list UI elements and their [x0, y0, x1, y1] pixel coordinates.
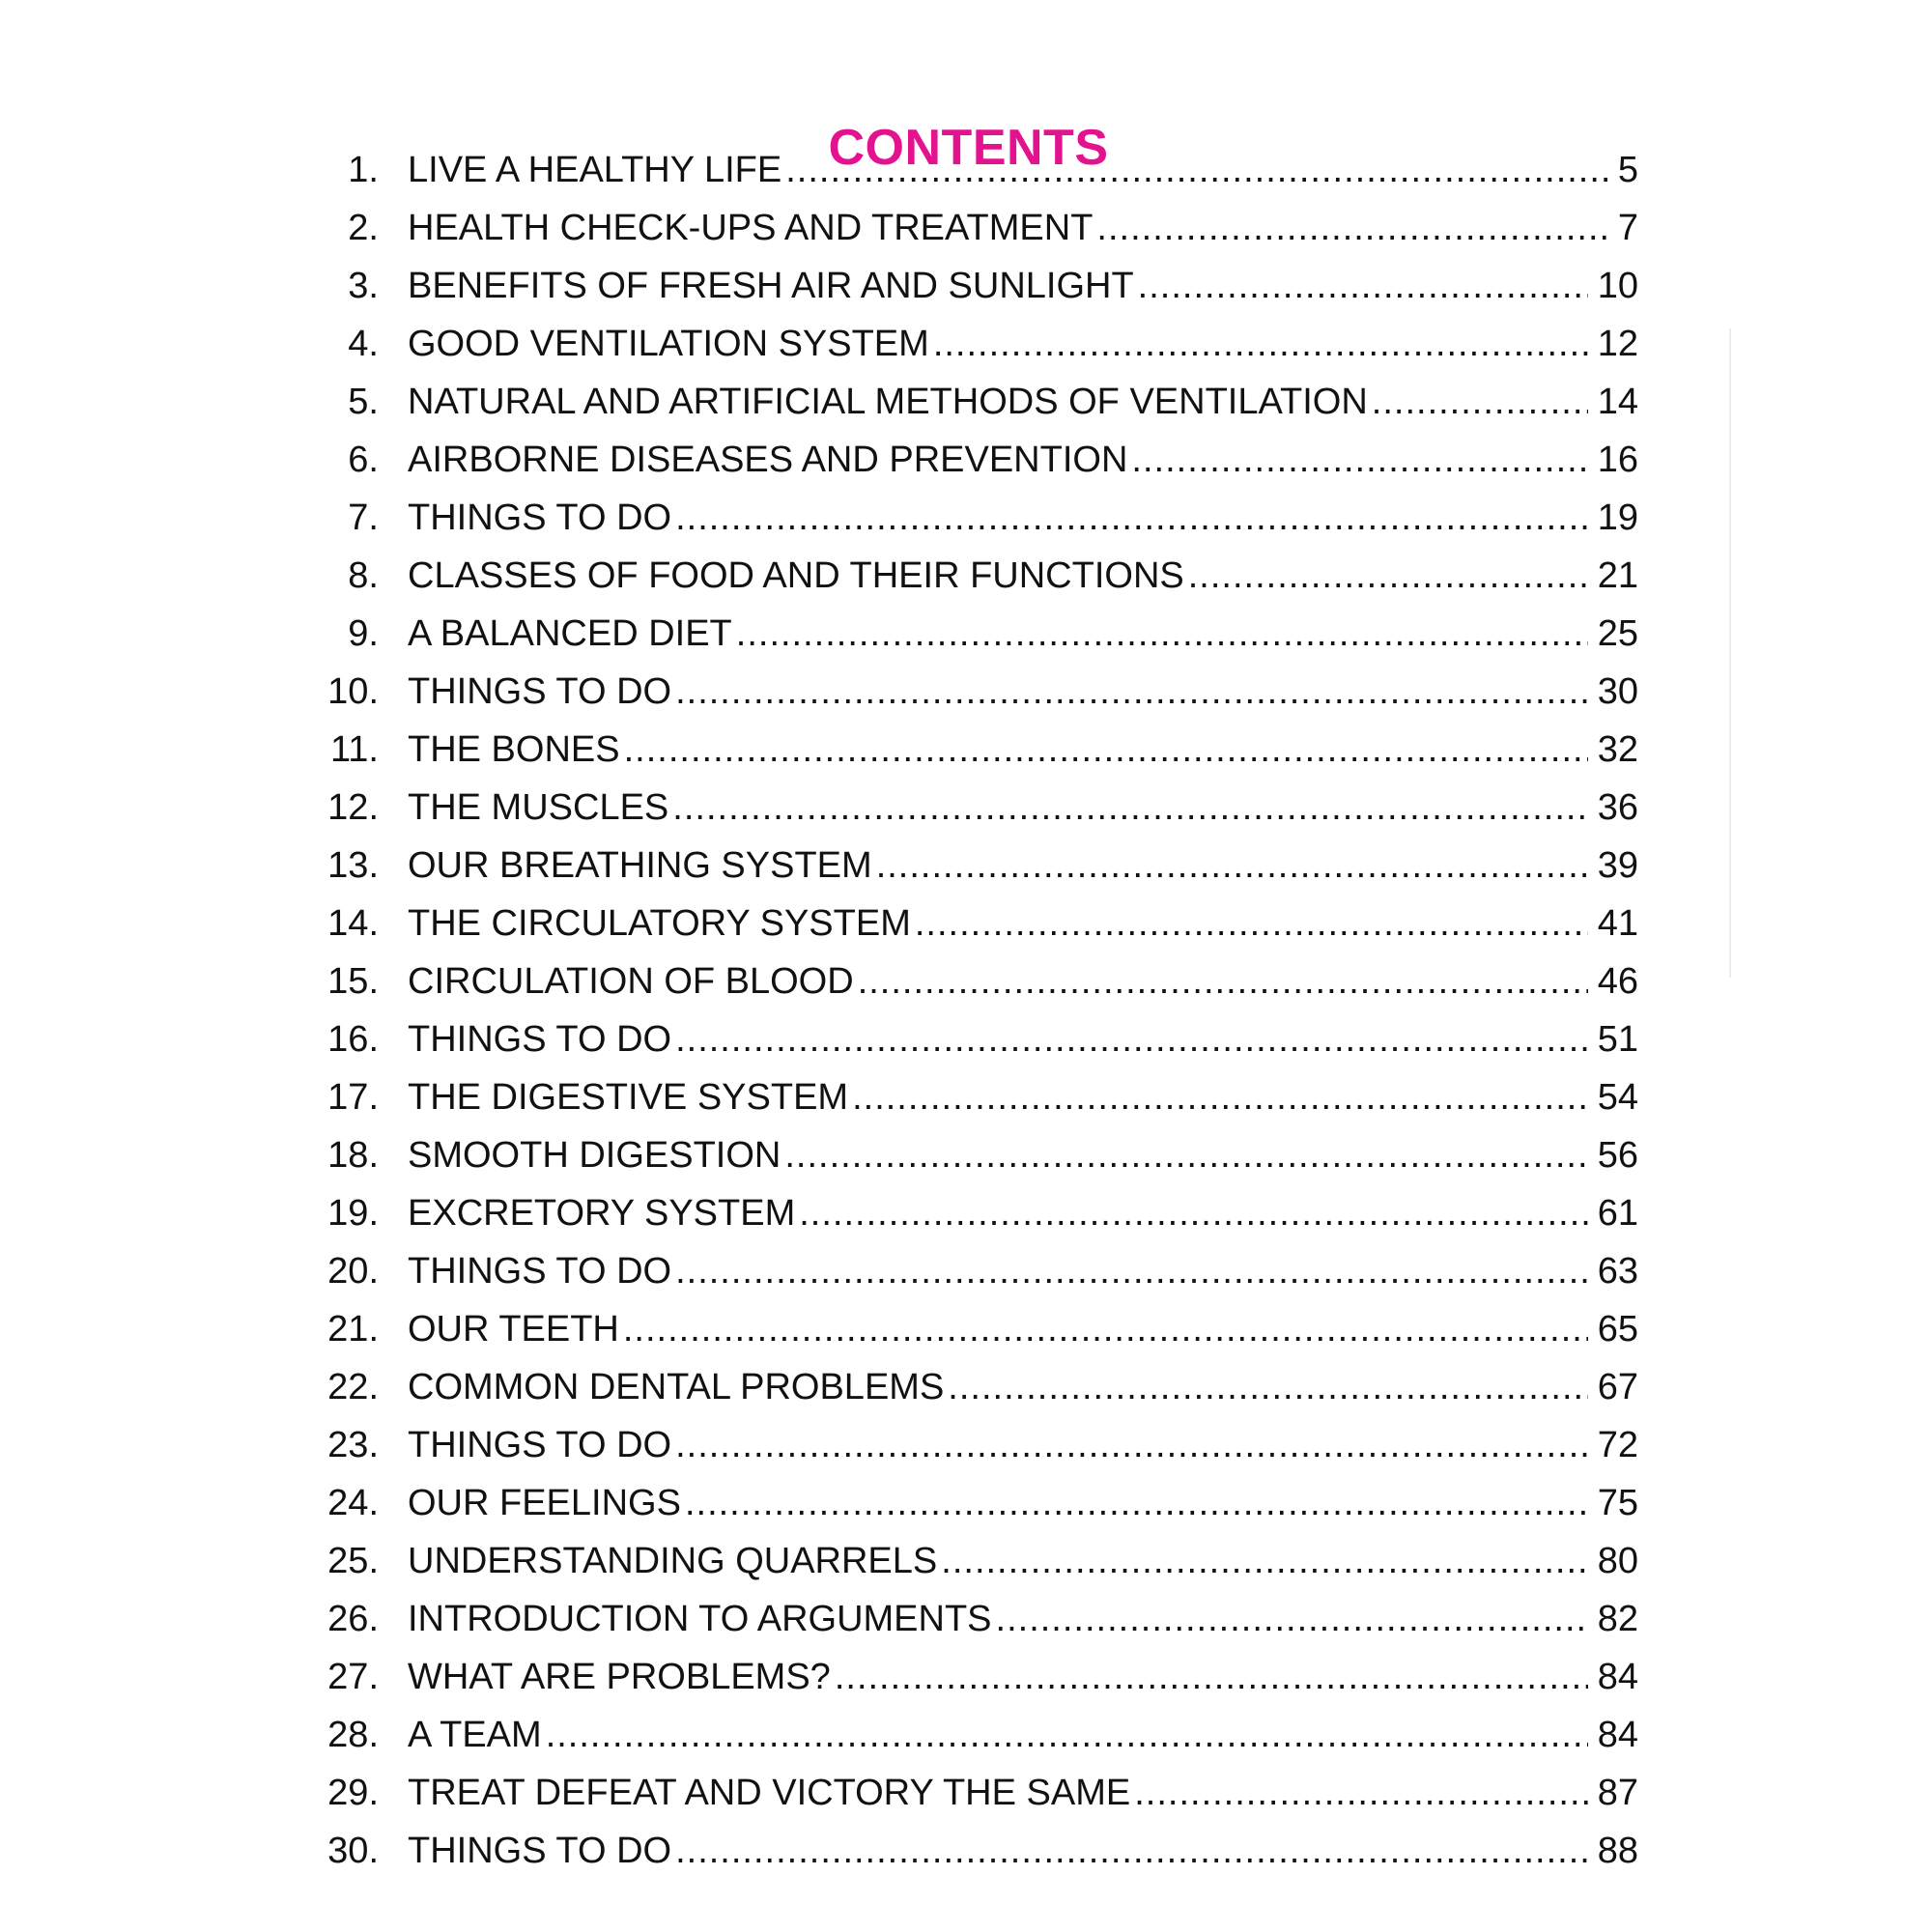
toc-entry: [319, 1068, 1638, 1126]
toc-entry-number: 7.: [348, 497, 379, 538]
toc-entry: [319, 431, 1638, 489]
toc-entry-page-number: 7: [1617, 208, 1638, 248]
toc-entry-number: 15.: [327, 961, 379, 1002]
toc-dot-leader: [948, 1358, 1587, 1416]
toc-entry-number: 2.: [348, 208, 379, 248]
toc-entry-page-number: 14: [1597, 382, 1638, 422]
toc-entry-page-number: 54: [1597, 1077, 1638, 1118]
toc-dot-leader: [675, 1242, 1588, 1300]
toc-dot-leader: [1372, 373, 1588, 431]
toc-dot-leader: [876, 837, 1588, 895]
toc-entry: [319, 199, 1638, 257]
toc-entry-title: LIVE A HEALTHY LIFE: [408, 150, 782, 190]
toc-entry-page-number: 84: [1597, 1715, 1638, 1755]
toc-entry-number: 12.: [327, 787, 379, 828]
toc-entry-page-number: 75: [1597, 1483, 1638, 1523]
toc-dot-leader: [675, 663, 1588, 721]
toc-entry-title: INTRODUCTION TO ARGUMENTS: [408, 1599, 992, 1639]
toc-entry-number: 13.: [327, 845, 379, 886]
toc-entry: [319, 1300, 1638, 1358]
toc-entry-page-number: 39: [1597, 845, 1638, 886]
toc-entry-title: THINGS TO DO: [408, 1425, 672, 1465]
toc-dot-leader: [736, 605, 1588, 663]
toc-entry-number: 11.: [329, 729, 379, 770]
toc-entry: [319, 141, 1638, 199]
toc-entry-page-number: 5: [1617, 150, 1638, 190]
toc-entry: [319, 1706, 1638, 1764]
toc-entry-title: TREAT DEFEAT AND VICTORY THE SAME: [408, 1773, 1131, 1813]
toc-entry-page-number: 25: [1597, 613, 1638, 654]
table-of-contents: [319, 141, 1638, 1880]
toc-entry: [319, 1822, 1638, 1880]
toc-entry-page-number: 32: [1597, 729, 1638, 770]
toc-entry: [319, 1474, 1638, 1532]
toc-dot-leader: [852, 1068, 1588, 1126]
toc-entry: [319, 315, 1638, 373]
toc-entry-page-number: 19: [1597, 497, 1638, 538]
toc-entry-number: 10.: [327, 671, 379, 712]
toc-dot-leader: [785, 141, 1608, 199]
toc-entry-number: 19.: [327, 1193, 379, 1234]
toc-dot-leader: [675, 489, 1588, 547]
toc-dot-leader: [546, 1706, 1588, 1764]
toc-entry-page-number: 84: [1597, 1657, 1638, 1697]
toc-entry: [319, 605, 1638, 663]
toc-dot-leader: [1134, 1764, 1588, 1822]
toc-entry-title: THINGS TO DO: [408, 497, 672, 538]
page-title: CONTENTS: [828, 119, 1109, 176]
toc-dot-leader: [623, 1300, 1588, 1358]
toc-entry-title: NATURAL AND ARTIFICIAL METHODS OF VENTILATION: [408, 382, 1368, 422]
toc-entry-title: THINGS TO DO: [408, 671, 672, 712]
toc-entry-number: 18.: [327, 1135, 379, 1176]
toc-entry: [319, 952, 1638, 1010]
toc-entry-title: OUR TEETH: [408, 1309, 619, 1350]
toc-entry-title: A BALANCED DIET: [408, 613, 732, 654]
toc-entry-number: 6.: [348, 440, 379, 480]
toc-entry-number: 20.: [327, 1251, 379, 1292]
toc-entry: [319, 373, 1638, 431]
toc-entry: [319, 257, 1638, 315]
toc-entry-page-number: 41: [1597, 903, 1638, 944]
toc-entry: [319, 1126, 1638, 1184]
toc-entry-number: 1.: [348, 150, 379, 190]
toc-entry: [319, 1416, 1638, 1474]
toc-entry-title: AIRBORNE DISEASES AND PREVENTION: [408, 440, 1128, 480]
toc-entry-page-number: 36: [1597, 787, 1638, 828]
toc-entry-number: 8.: [348, 555, 379, 596]
toc-entry-number: 23.: [327, 1425, 379, 1465]
toc-entry: [319, 547, 1638, 605]
toc-dot-leader: [915, 895, 1588, 952]
toc-entry-title: THINGS TO DO: [408, 1019, 672, 1060]
toc-entry: [319, 1358, 1638, 1416]
toc-entry-number: 14.: [327, 903, 379, 944]
toc-dot-leader: [675, 1416, 1588, 1474]
toc-entry-page-number: 56: [1597, 1135, 1638, 1176]
toc-entry: [319, 1242, 1638, 1300]
toc-entry-page-number: 16: [1597, 440, 1638, 480]
toc-entry: [319, 1010, 1638, 1068]
toc-entry-number: 16.: [327, 1019, 379, 1060]
toc-entry-page-number: 46: [1597, 961, 1638, 1002]
toc-entry-page-number: 61: [1597, 1193, 1638, 1234]
toc-dot-leader: [672, 779, 1587, 837]
toc-entry-number: 4.: [348, 324, 379, 364]
toc-entry-title: CIRCULATION OF BLOOD: [408, 961, 854, 1002]
toc-dot-leader: [675, 1010, 1588, 1068]
toc-entry-page-number: 30: [1597, 671, 1638, 712]
toc-entry: [319, 837, 1638, 895]
toc-entry-title: COMMON DENTAL PROBLEMS: [408, 1367, 945, 1407]
toc-entry-page-number: 67: [1597, 1367, 1638, 1407]
toc-entry-number: 5.: [348, 382, 379, 422]
toc-dot-leader: [835, 1648, 1588, 1706]
toc-dot-leader: [858, 952, 1588, 1010]
toc-entry-number: 30.: [327, 1831, 379, 1871]
toc-entry-number: 3.: [348, 266, 379, 306]
toc-dot-leader: [1138, 257, 1588, 315]
toc-entry-number: 28.: [327, 1715, 379, 1755]
toc-entry-title: A TEAM: [408, 1715, 542, 1755]
toc-entry-number: 27.: [327, 1657, 379, 1697]
toc-entry-page-number: 10: [1597, 266, 1638, 306]
toc-entry-number: 26.: [327, 1599, 379, 1639]
toc-entry-page-number: 12: [1597, 324, 1638, 364]
toc-entry-title: UNDERSTANDING QUARRELS: [408, 1541, 938, 1581]
toc-dot-leader: [675, 1822, 1588, 1880]
toc-entry-title: THE MUSCLES: [408, 787, 669, 828]
toc-entry-page-number: 72: [1597, 1425, 1638, 1465]
toc-entry-title: THE CIRCULATORY SYSTEM: [408, 903, 911, 944]
toc-entry-number: 17.: [327, 1077, 379, 1118]
toc-entry-title: THE DIGESTIVE SYSTEM: [408, 1077, 849, 1118]
toc-entry-title: THINGS TO DO: [408, 1831, 672, 1871]
toc-entry-page-number: 63: [1597, 1251, 1638, 1292]
toc-entry: [319, 779, 1638, 837]
toc-entry-title: SMOOTH DIGESTION: [408, 1135, 781, 1176]
toc-entry-title: GOOD VENTILATION SYSTEM: [408, 324, 929, 364]
toc-entry: [319, 489, 1638, 547]
toc-dot-leader: [799, 1184, 1587, 1242]
toc-dot-leader: [996, 1590, 1588, 1648]
toc-entry-title: THINGS TO DO: [408, 1251, 672, 1292]
toc-entry-title: CLASSES OF FOOD AND THEIR FUNCTIONS: [408, 555, 1184, 596]
toc-entry: [319, 895, 1638, 952]
toc-entry: [319, 1764, 1638, 1822]
toc-entry-number: 21.: [327, 1309, 379, 1350]
toc-entry-number: 24.: [327, 1483, 379, 1523]
toc-entry-number: 29.: [327, 1773, 379, 1813]
toc-dot-leader: [1188, 547, 1588, 605]
toc-entry-number: 25.: [327, 1541, 379, 1581]
toc-entry-title: THE BONES: [408, 729, 620, 770]
toc-entry-page-number: 88: [1597, 1831, 1638, 1871]
toc-entry: [319, 1184, 1638, 1242]
toc-dot-leader: [1096, 199, 1607, 257]
toc-dot-leader: [784, 1126, 1587, 1184]
toc-entry: [319, 1648, 1638, 1706]
toc-entry-page-number: 51: [1597, 1019, 1638, 1060]
toc-dot-leader: [685, 1474, 1588, 1532]
toc-entry-title: BENEFITS OF FRESH AIR AND SUNLIGHT: [408, 266, 1134, 306]
toc-entry-page-number: 87: [1597, 1773, 1638, 1813]
page-edge-line: [1729, 328, 1731, 978]
toc-entry-title: OUR FEELINGS: [408, 1483, 681, 1523]
toc-entry-page-number: 80: [1597, 1541, 1638, 1581]
toc-entry-page-number: 21: [1597, 555, 1638, 596]
toc-entry-title: WHAT ARE PROBLEMS?: [408, 1657, 831, 1697]
toc-entry-page-number: 65: [1597, 1309, 1638, 1350]
toc-dot-leader: [941, 1532, 1587, 1590]
toc-entry: [319, 1532, 1638, 1590]
toc-entry-number: 22.: [327, 1367, 379, 1407]
toc-entry: [319, 1590, 1638, 1648]
toc-entry-number: 9.: [348, 613, 379, 654]
toc-entry: [319, 663, 1638, 721]
toc-entry-title: EXCRETORY SYSTEM: [408, 1193, 796, 1234]
toc-entry-title: HEALTH CHECK-UPS AND TREATMENT: [408, 208, 1094, 248]
toc-dot-leader: [624, 721, 1588, 779]
toc-entry: [319, 721, 1638, 779]
toc-dot-leader: [933, 315, 1588, 373]
toc-dot-leader: [1131, 431, 1587, 489]
toc-entry-title: OUR BREATHING SYSTEM: [408, 845, 872, 886]
toc-entry-page-number: 82: [1597, 1599, 1638, 1639]
